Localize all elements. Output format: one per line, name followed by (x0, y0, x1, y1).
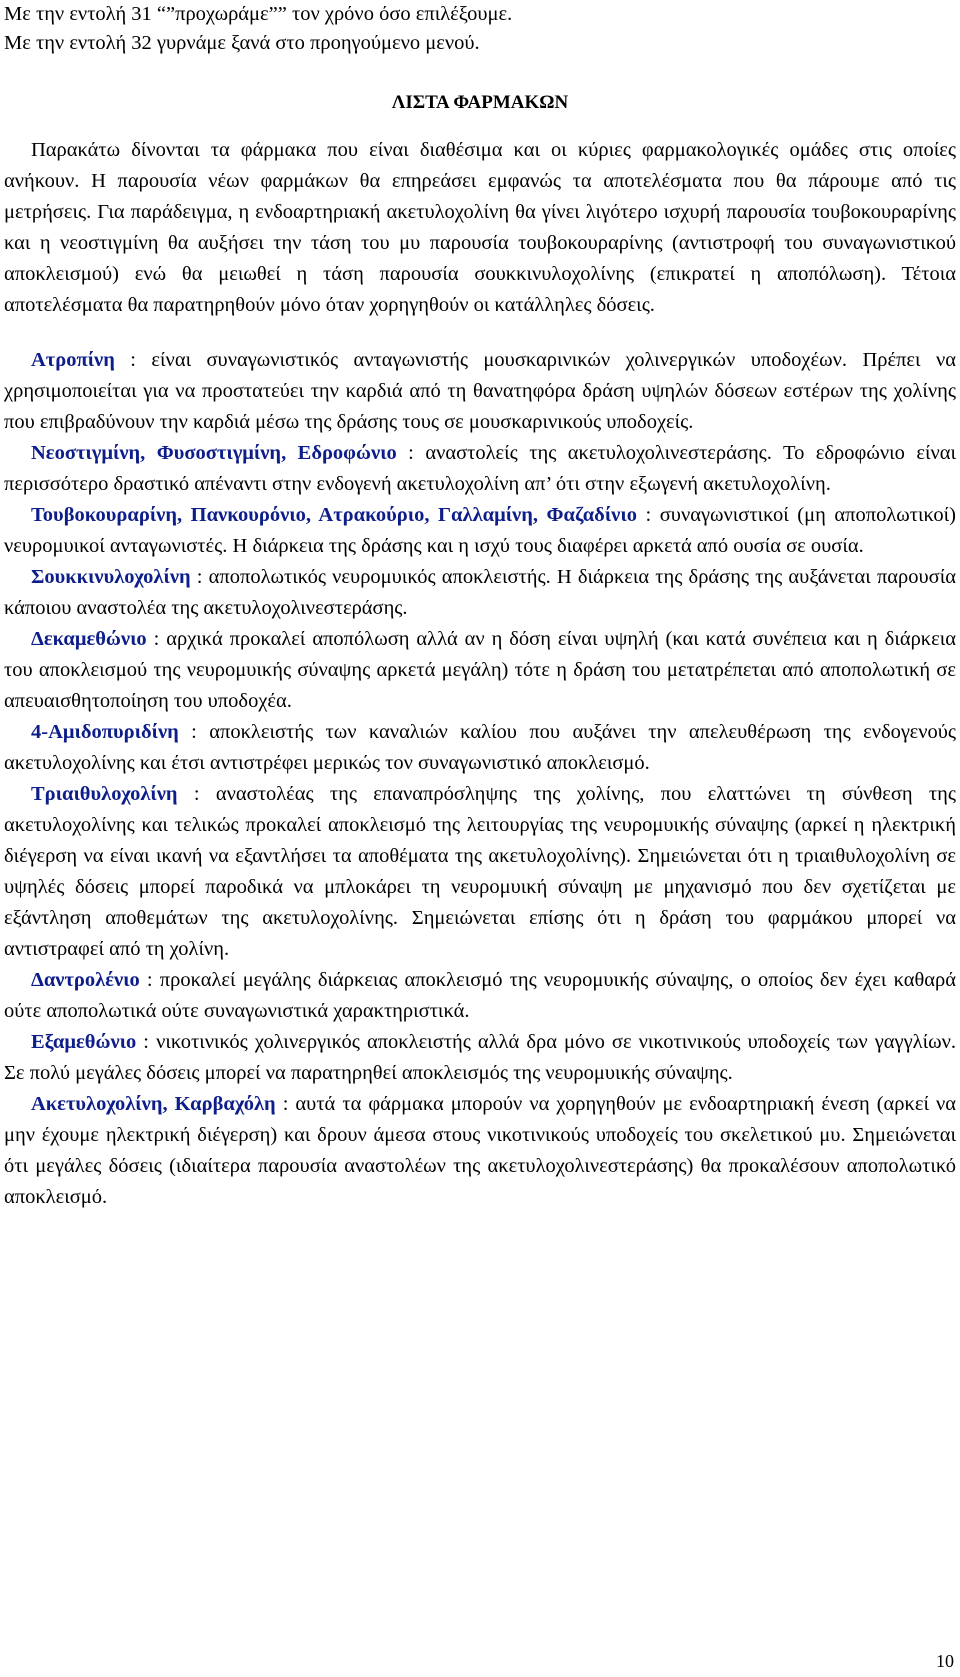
drug-description: : προκαλεί μεγάλης διάρκειας αποκλεισμό της νευρομυικής σύναψης, ο οποίος δεν έχει καθαρά ούτε αποπολωτικά ούτε συναγωνιστικά χαρακτηριστικά. (4, 969, 956, 1022)
drug-description: : αποπολωτικός νευρομυικός αποκλειστής. Η διάρκεια της δράσης της αυξάνεται παρουσία κάποιου αναστολέα της ακετυλοχολινεστεράσης. (4, 566, 956, 619)
drug-entry (4, 500, 956, 562)
drug-name: Ατροπίνη (31, 349, 115, 371)
drug-name: Σουκκινυλοχολίνη (31, 566, 191, 588)
section-heading: ΛΙΣΤΑ ΦΑΡΜΑΚΩΝ (391, 92, 569, 113)
drug-description: : αυτά τα φάρμακα μπορούν να χορηγηθούν με ενδοαρτηριακή ένεση (αρκεί να μην έχουμε ηλεκτρική διέγερση) και δρουν άμεσα στους νικοτινικούς υποδοχείς του σκελετικού μυ. Σημειώνεται ότι μεγάλες δόσεις (ιδιαίτερα παρουσία αναστολέων της ακετυλοχολινεστεράσης) θα προκαλέσουν αποπολωτικό αποκλεισμό. (4, 1093, 956, 1208)
drug-description: : συναγωνιστικοί (μη αποπολωτικοί) νευρομυικοί ανταγωνιστές. Η διάρκεια της δράσης και η ισχύ τους διαφέρει αρκετά από ουσία σε ουσία. (4, 504, 956, 557)
intro-paragraph: Παρακάτω δίνονται τα φάρμακα που είναι διαθέσιμα και οι κύριες φαρμακολογικές ομάδες στις οποίες ανήκουν. Η παρουσία νέων φαρμάκων θα επηρεάσει εμφανώς τα αποτελέσματα που θα πάρουμε από τις μετρήσεις. Για παράδειγμα, η ενδοαρτηριακή ακετυλοχολίνη θα γίνει λιγότερο ισχυρή παρουσία τουβοκουραρίνης και η νεοστιγμίνη θα αυξήσει την τάση του μυ παρουσία τουβοκουραρίνης (αντιστροφή του συναγωνιστικού αποκλεισμού) ενώ θα μειωθεί η τάση παρουσία σουκκινυλοχολίνης (επικρατεί η αποπόλωση). Τέτοια αποτελέσματα θα παρατηρηθούν μόνο όταν χορηγηθούν οι κατάλληλες δόσεις. (4, 139, 956, 316)
instruction-line-32: Με την εντολή 32 γυρνάμε ξανά στο προηγούμενο μενού. (4, 32, 480, 54)
drug-entry (4, 345, 956, 438)
drug-name: Τριαιθυλοχολίνη (31, 783, 178, 805)
drug-name: 4-Αμιδοπυριδίνη (31, 721, 179, 743)
drug-entry (4, 779, 956, 965)
drug-entry (4, 1089, 956, 1213)
drug-entry (4, 1027, 956, 1089)
instruction-line-31: Με την εντολή 31 “”προχωράμε”” τον χρόνο όσο επιλέξουμε. (4, 3, 513, 25)
page-number: 10 (936, 1651, 954, 1671)
drug-description: : αρχικά προκαλεί αποπόλωση αλλά αν η δόση είναι υψηλή (και κατά συνέπεια και η διάρκεια του αποκλεισμού της νευρομυικής σύναψης αρκετά μεγάλη) τότε η δράση του μετατρέπεται από αποπολωτική σε απευαισθητοποίηση του υποδοχέα. (4, 628, 956, 712)
drug-description: : αναστολείς της ακετυλοχολινεστεράσης. Το εδροφώνιο είναι περισσότερο δραστικό απέναντι στην ενδογενή ακετυλοχολίνη απ’ ότι στην εξωγενή ακετυλοχολίνη. (4, 442, 957, 495)
drug-entry (4, 624, 956, 717)
drug-name: Νεοστιγμίνη, Φυσοστιγμίνη, Εδροφώνιο (31, 442, 397, 464)
drug-description: : νικοτινικός χολινεργικός αποκλειστής αλλά δρα μόνο σε νικοτινικούς υποδοχείς των γαγγλίων. Σε πολύ μεγάλες δόσεις μπορεί να παρατηρηθεί αποκλεισμός της νευρομυικής σύναψης. (4, 1031, 956, 1084)
drug-description: : αναστολέας της επαναπρόσληψης της χολίνης, που ελαττώνει τη σύνθεση της ακετυλοχολίνης και τελικώς προκαλεί αποκλεισμό της λειτουργίας της νευρομυικής σύναψης (αρκεί η ηλεκτρική διέγερση να είναι ικανή να εξαντλήσει τα αποθέματα της ακετυλοχολίνης). Σημειώνεται ότι η τριαιθυλοχολίνη σε υψηλές δόσεις μπορεί παροδικά να μπλοκάρει τη νευρομυική σύναψη με μηχανισμό που δεν σχετίζεται με εξάντληση αποθεμάτων της ακετυλοχολίνης. Σημειώνεται επίσης ότι η δράση του φαρμάκου μπορεί να αντιστραφεί από τη χολίνη. (4, 783, 956, 960)
drug-name: Τουβοκουραρίνη, Πανκουρόνιο, Ατρακούριο, Γαλλαμίνη, Φαζαδίνιο (31, 504, 637, 526)
drug-name: Δεκαμεθώνιο (31, 628, 147, 650)
drug-description: : είναι συναγωνιστικός ανταγωνιστής μουσκαρινικών χολινεργικών υποδοχέων. Πρέπει να χρησιμοποιείται για να προστατεύει την καρδιά από τη θανατηφόρα δράση υψηλών δόσεων εστέρων της χολίνης που επιβραδύνουν την καρδιά μέσω της δράσης τους σε μουσκαρινικούς υποδοχείς. (4, 349, 956, 433)
drug-entry (4, 438, 956, 500)
drug-entry (4, 717, 956, 779)
drug-list (4, 345, 956, 1213)
drug-name: Εξαμεθώνιο (31, 1031, 137, 1053)
drug-entry (4, 562, 956, 624)
drug-entry (4, 965, 956, 1027)
drug-description: : αποκλειστής των καναλιών καλίου που αυξάνει την απελευθέρωση της ενδογενούς ακετυλοχολίνης και έτσι αντιστρέφει μερικώς τον συναγωνιστικό αποκλεισμό. (4, 721, 956, 774)
drug-name: Ακετυλοχολίνη, Καρβαχόλη (31, 1093, 276, 1115)
drug-name: Δαντρολένιο (31, 969, 140, 991)
document-page (4, 0, 956, 1213)
